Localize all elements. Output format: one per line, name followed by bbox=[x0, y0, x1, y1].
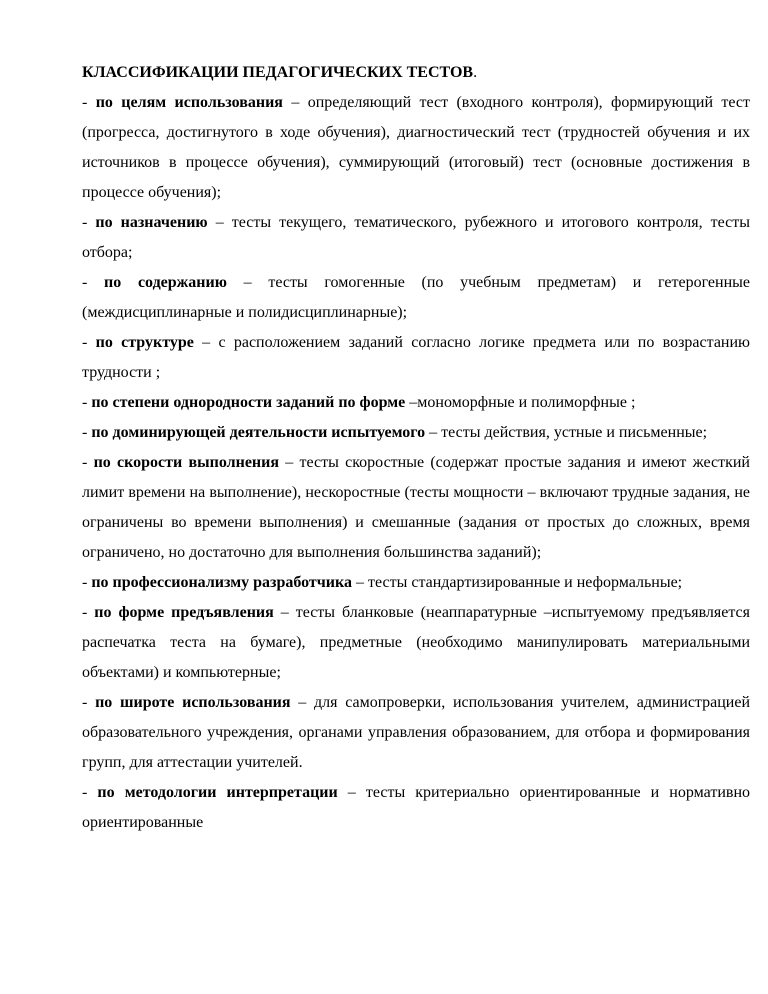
item-term: по профессионализму разработчика bbox=[91, 574, 352, 591]
item-dash: - bbox=[82, 94, 96, 111]
list-item bbox=[82, 208, 750, 268]
document-title bbox=[82, 58, 750, 88]
list-item bbox=[82, 448, 750, 568]
item-description: – тесты текущего, тематического, рубежного и итогового контроля, тесты отбора; bbox=[82, 214, 751, 261]
item-dash: - bbox=[82, 424, 92, 441]
item-description: – для самопроверки, использования учителем, администрацией образовательного учреждения, органами управления образованием, для отбора и формирования групп, для аттестации учителей. bbox=[82, 694, 751, 771]
item-term: по назначению bbox=[95, 214, 208, 231]
list-item bbox=[82, 388, 750, 418]
list-item bbox=[82, 328, 750, 388]
item-dash: - bbox=[82, 454, 94, 471]
list-item bbox=[82, 568, 750, 598]
item-term: по методологии интерпретации bbox=[97, 784, 338, 801]
item-term: по форме предъявления bbox=[94, 604, 274, 621]
item-dash: - bbox=[82, 214, 96, 231]
item-description: – тесты скоростные (содержат простые задания и имеют жесткий лимит времени на выполнение), нескоростные (тесты мощности – включают трудные задания, не ограничены во времени выполнения) и смешанные (задания от простых до сложных, время ограничено, но достаточно для выполнения большинства заданий); bbox=[82, 454, 750, 561]
item-description: – определяющий тест (входного контроля), формирующий тест (прогресса, достигнутого в ходе обучения), диагностический тест (трудностей обучения и их источников в процессе обучения), суммирующий (итоговый) тест (основные достижения в процессе обучения); bbox=[82, 94, 750, 201]
list-item bbox=[82, 88, 750, 208]
item-dash: - bbox=[82, 694, 96, 711]
item-description: – тесты действия, устные и письменные; bbox=[425, 424, 708, 441]
list-item bbox=[82, 778, 750, 838]
item-dash: - bbox=[82, 394, 92, 411]
item-term: по широте использования bbox=[95, 694, 291, 711]
document-title-text: КЛАССИФИКАЦИИ ПЕДАГОГИЧЕСКИХ ТЕСТОВ bbox=[82, 64, 474, 81]
list-item bbox=[82, 598, 750, 688]
list-item bbox=[82, 268, 750, 328]
item-dash: - bbox=[82, 274, 105, 291]
item-description: –мономорфные и полиморфные ; bbox=[405, 394, 636, 411]
item-term: по степени однородности заданий по форме bbox=[91, 394, 406, 411]
list-item bbox=[82, 418, 750, 448]
document-page bbox=[82, 58, 750, 838]
item-term: по структуре bbox=[95, 334, 194, 351]
item-term: по доминирующей деятельности испытуемого bbox=[91, 424, 426, 441]
item-dash: - bbox=[82, 574, 92, 591]
item-dash: - bbox=[82, 334, 96, 351]
item-description: – тесты критериально ориентированные и нормативно ориентированные bbox=[82, 784, 751, 831]
item-description: – тесты бланковые (неаппаратурные –испытуемому предъявляется распечатка теста на бумаге), предметные (необходимо манипулировать материальными объектами) и компьютерные; bbox=[82, 604, 751, 681]
item-description: – тесты стандартизированные и неформальные; bbox=[352, 574, 683, 591]
item-term: по целям использования bbox=[95, 94, 283, 111]
item-term: по скорости выполнения bbox=[93, 454, 280, 471]
document-title-period: . bbox=[473, 64, 478, 81]
item-term: по содержанию bbox=[104, 274, 227, 291]
item-dash: - bbox=[82, 784, 98, 801]
item-description: – с расположением заданий согласно логике предмета или по возрастанию трудности ; bbox=[82, 334, 750, 381]
item-dash: - bbox=[82, 604, 95, 621]
item-description: – тесты гомогенные (по учебным предметам) и гетерогенные (междисциплинарные и полидисциплинарные); bbox=[82, 274, 751, 321]
list-item bbox=[82, 688, 750, 778]
